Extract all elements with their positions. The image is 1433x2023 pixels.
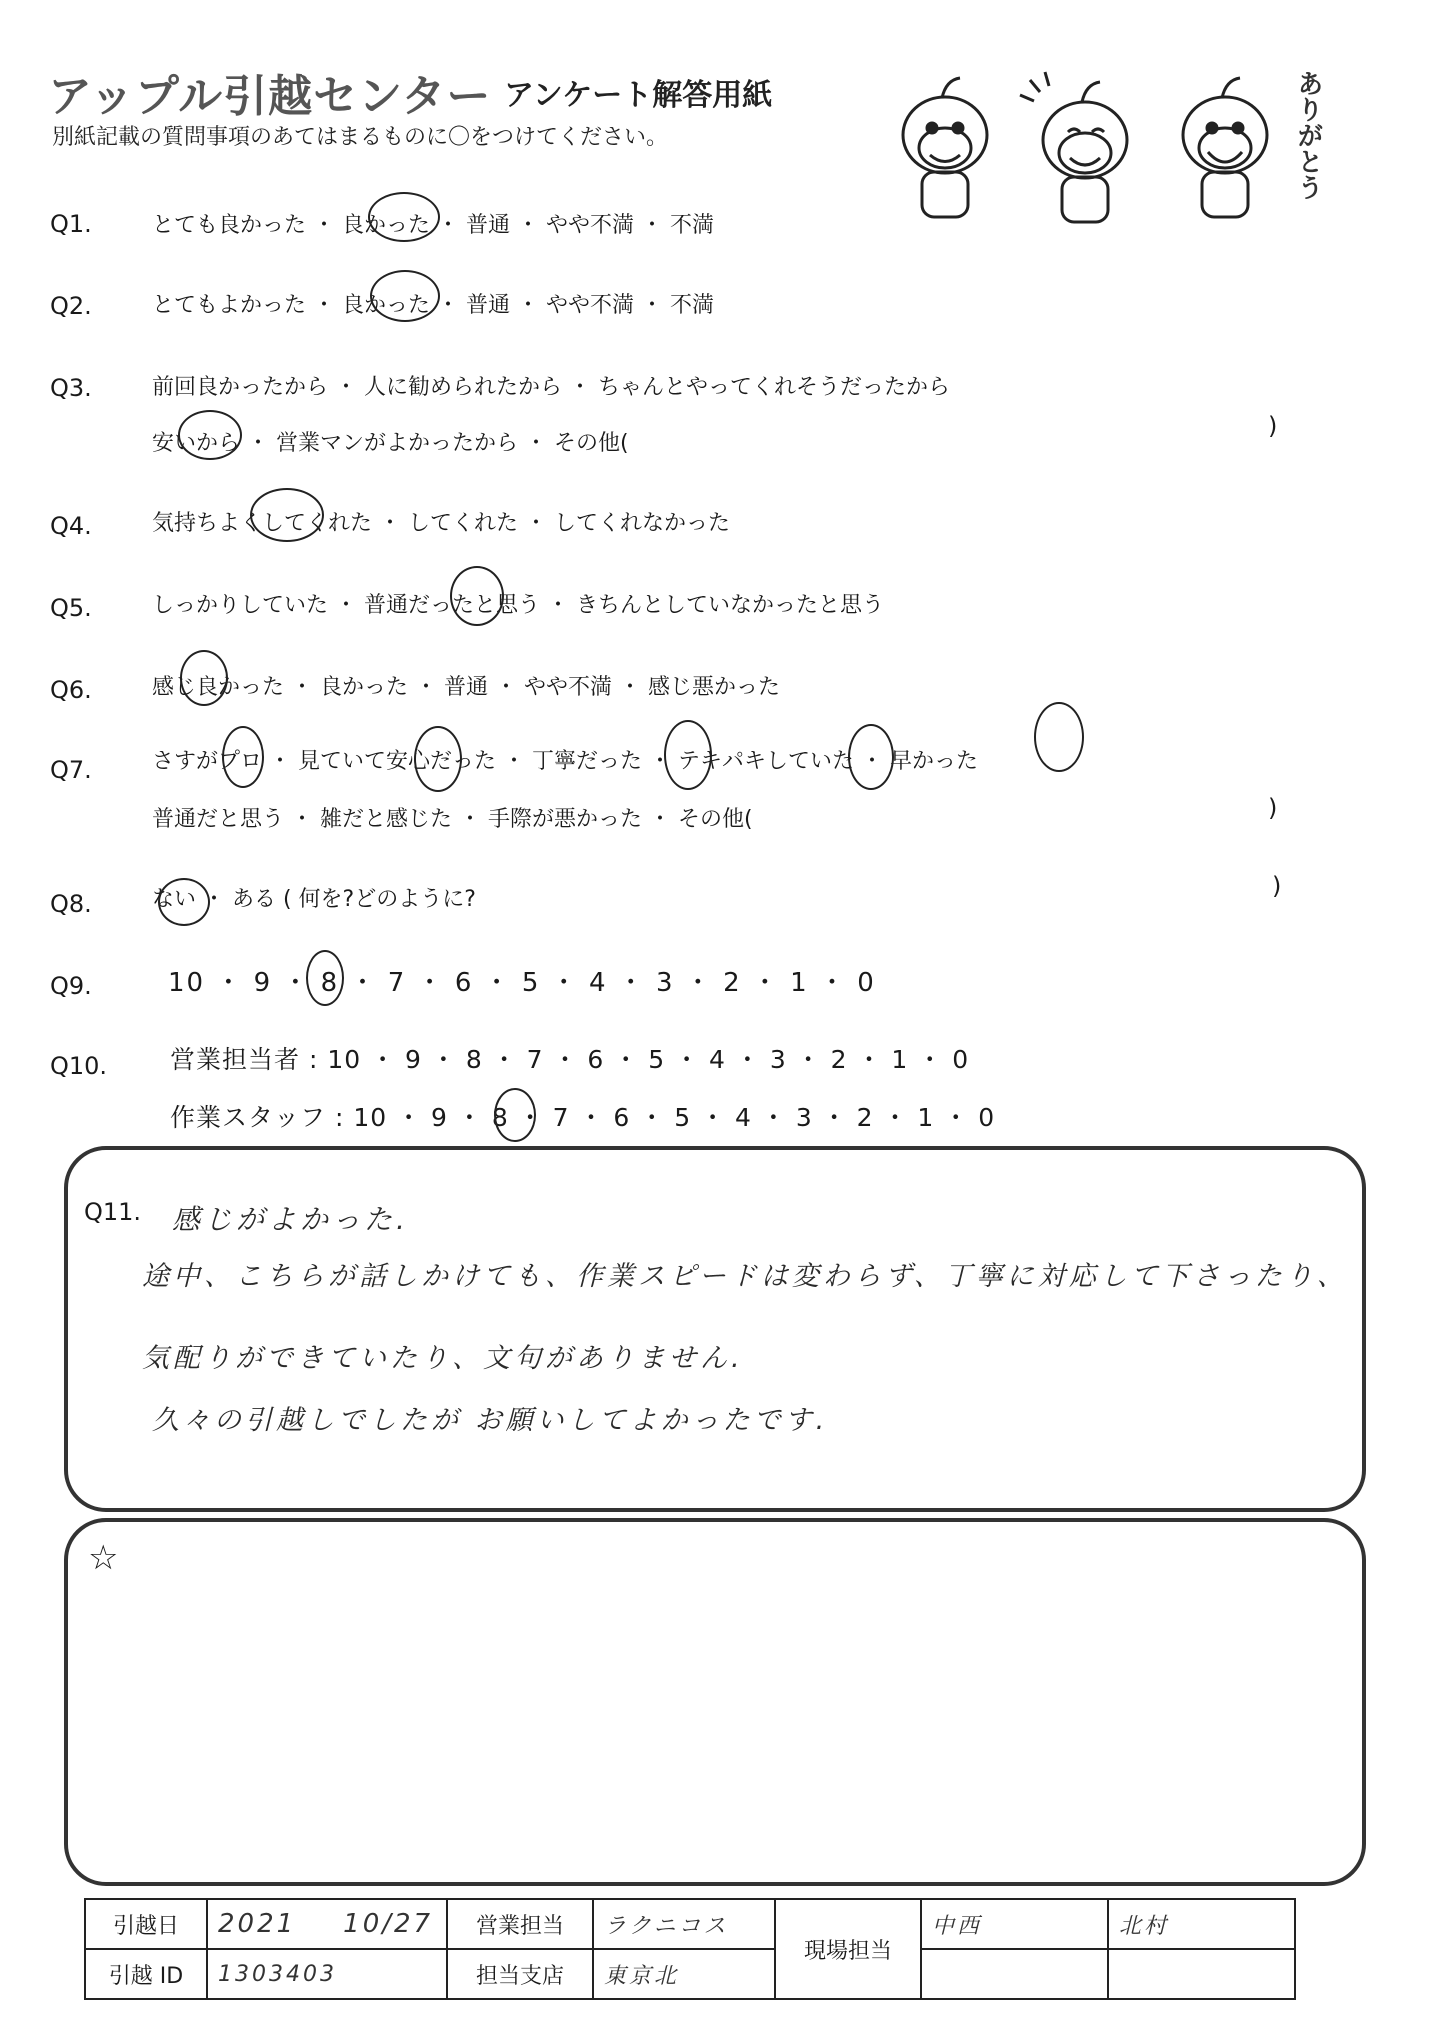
q3-close-paren: ) [1268,412,1278,440]
q10-options-sales: 営業担当者 : 10 ・ 9 ・ 8 ・ 7 ・ 6 ・ 5 ・ 4 ・ 3 ・ 2 ・ 1 ・ 0 [170,1045,970,1074]
onsite-value-1: 中西 [921,1899,1108,1949]
move-date-cell [207,1899,447,1949]
monkey-mascots-illustration [880,60,1310,240]
q8-label: Q8. [50,890,92,918]
q11-comment-line: 途中、こちらが話しかけても、作業スピードは変わらず、丁寧に対応して下さったり、 [142,1261,1348,1292]
q8-options: ない ・ ある ( 何を?どのように? [152,887,476,912]
q7-answer-circle [848,724,894,790]
star-comment-box [64,1518,1366,1886]
sales-label: 営業担当 [447,1899,593,1949]
q4-label: Q4. [50,512,92,540]
q1-options: とても良かった ・ 良かった ・ 普通 ・ やや不満 ・ 不満 [152,213,714,238]
q4-answer-circle [250,488,324,542]
q8-answer-circle [158,878,210,926]
branch-value: 東京北 [593,1949,775,1999]
onsite-value-2: 北村 [1108,1899,1295,1949]
monkey-icon [1020,72,1127,222]
move-date-monthday: 10/27 [343,1909,434,1939]
sales-value: ラクニコス [593,1899,775,1949]
q9-answer-circle [306,950,344,1006]
monkey-icon [1183,78,1267,217]
q8-close-paren: ) [1272,872,1282,900]
q3-label: Q3. [50,374,92,402]
company-title: アップル引越センター [48,71,492,122]
q2-answer-circle [370,270,440,322]
q7-answer-circle [664,720,712,790]
q10-label: Q10. [50,1052,108,1080]
q1-answer-circle [368,192,440,242]
q5-answer-circle [450,566,504,626]
q5-options: しっかりしていた ・ 普通だったと思う ・ きちんとしていなかったと思う [152,593,884,618]
q6-options: 感じ良かった ・ 良かった ・ 普通 ・ やや不満 ・ 感じ悪かった [152,675,780,700]
q11-comment-line: 気配りができていたり、文句がありません. [142,1343,744,1374]
q5-label: Q5. [50,594,92,622]
q7-answer-circle [222,726,264,788]
q10-answer-circle [494,1088,536,1142]
move-id-label: 引越 ID [85,1949,207,1999]
move-date-label: 引越日 [85,1899,207,1949]
q10-options-staff: 作業スタッフ : 10 ・ 9 ・ 8 ・ 7 ・ 6 ・ 5 ・ 4 ・ 3 ・ 2 ・ 1 ・ 0 [170,1103,996,1132]
move-date-year: 2021 [218,1909,297,1939]
q7-answer-circle [1034,702,1084,772]
onsite-label: 現場担当 [775,1899,921,1999]
q11-comment-line: 感じがよかった. [172,1203,409,1236]
branch-label: 担当支店 [447,1949,593,1999]
q7-answer-circle [414,726,462,792]
q2-options: とてもよかった ・ 良かった ・ 普通 ・ やや不満 ・ 不満 [152,293,714,318]
q7-label: Q7. [50,756,92,784]
q11-comment-line: 久々の引越しでしたが お願いしてよかったです. [152,1405,829,1436]
q7-close-paren: ) [1268,794,1278,822]
instructions: 別紙記載の質問事項のあてはまるものに〇をつけてください。 [52,125,669,150]
q11-label: Q11. [84,1198,142,1226]
onsite-empty-cell [1108,1949,1295,1999]
monkey-icon [903,78,987,217]
q3-answer-circle [178,410,242,460]
q1-label: Q1. [50,210,92,238]
q4-options: 気持ちよくしてくれた ・ してくれた ・ してくれなかった [152,511,730,536]
q3-options-line2: 安いから ・ 営業マンがよかったから ・ その他( [152,431,629,456]
q9-label: Q9. [50,972,92,1000]
move-id-value: 1303403 [207,1949,447,1999]
star-icon: ☆ [88,1538,119,1578]
q6-answer-circle [180,650,228,706]
q6-label: Q6. [50,676,92,704]
info-table [84,1898,1296,2000]
form-title: アンケート解答用紙 [504,78,773,113]
q3-options-line1: 前回良かったから ・ 人に勧められたから ・ ちゃんとやってくれそうだったから [152,375,950,400]
q9-options: 10 ・ 9 ・ 8 ・ 7 ・ 6 ・ 5 ・ 4 ・ 3 ・ 2 ・ 1 ・ 0 [168,968,876,998]
q7-options-line1: さすがプロ ・ 見ていて安心だった ・ 丁寧だった ・ テキパキしていた ・ 早かった [152,749,978,774]
thanks-text: ありがとう [1293,70,1323,200]
q7-options-line2: 普通だと思う ・ 雑だと感じた ・ 手際が悪かった ・ その他( [152,807,753,832]
onsite-empty-cell [921,1949,1108,1999]
q2-label: Q2. [50,292,92,320]
